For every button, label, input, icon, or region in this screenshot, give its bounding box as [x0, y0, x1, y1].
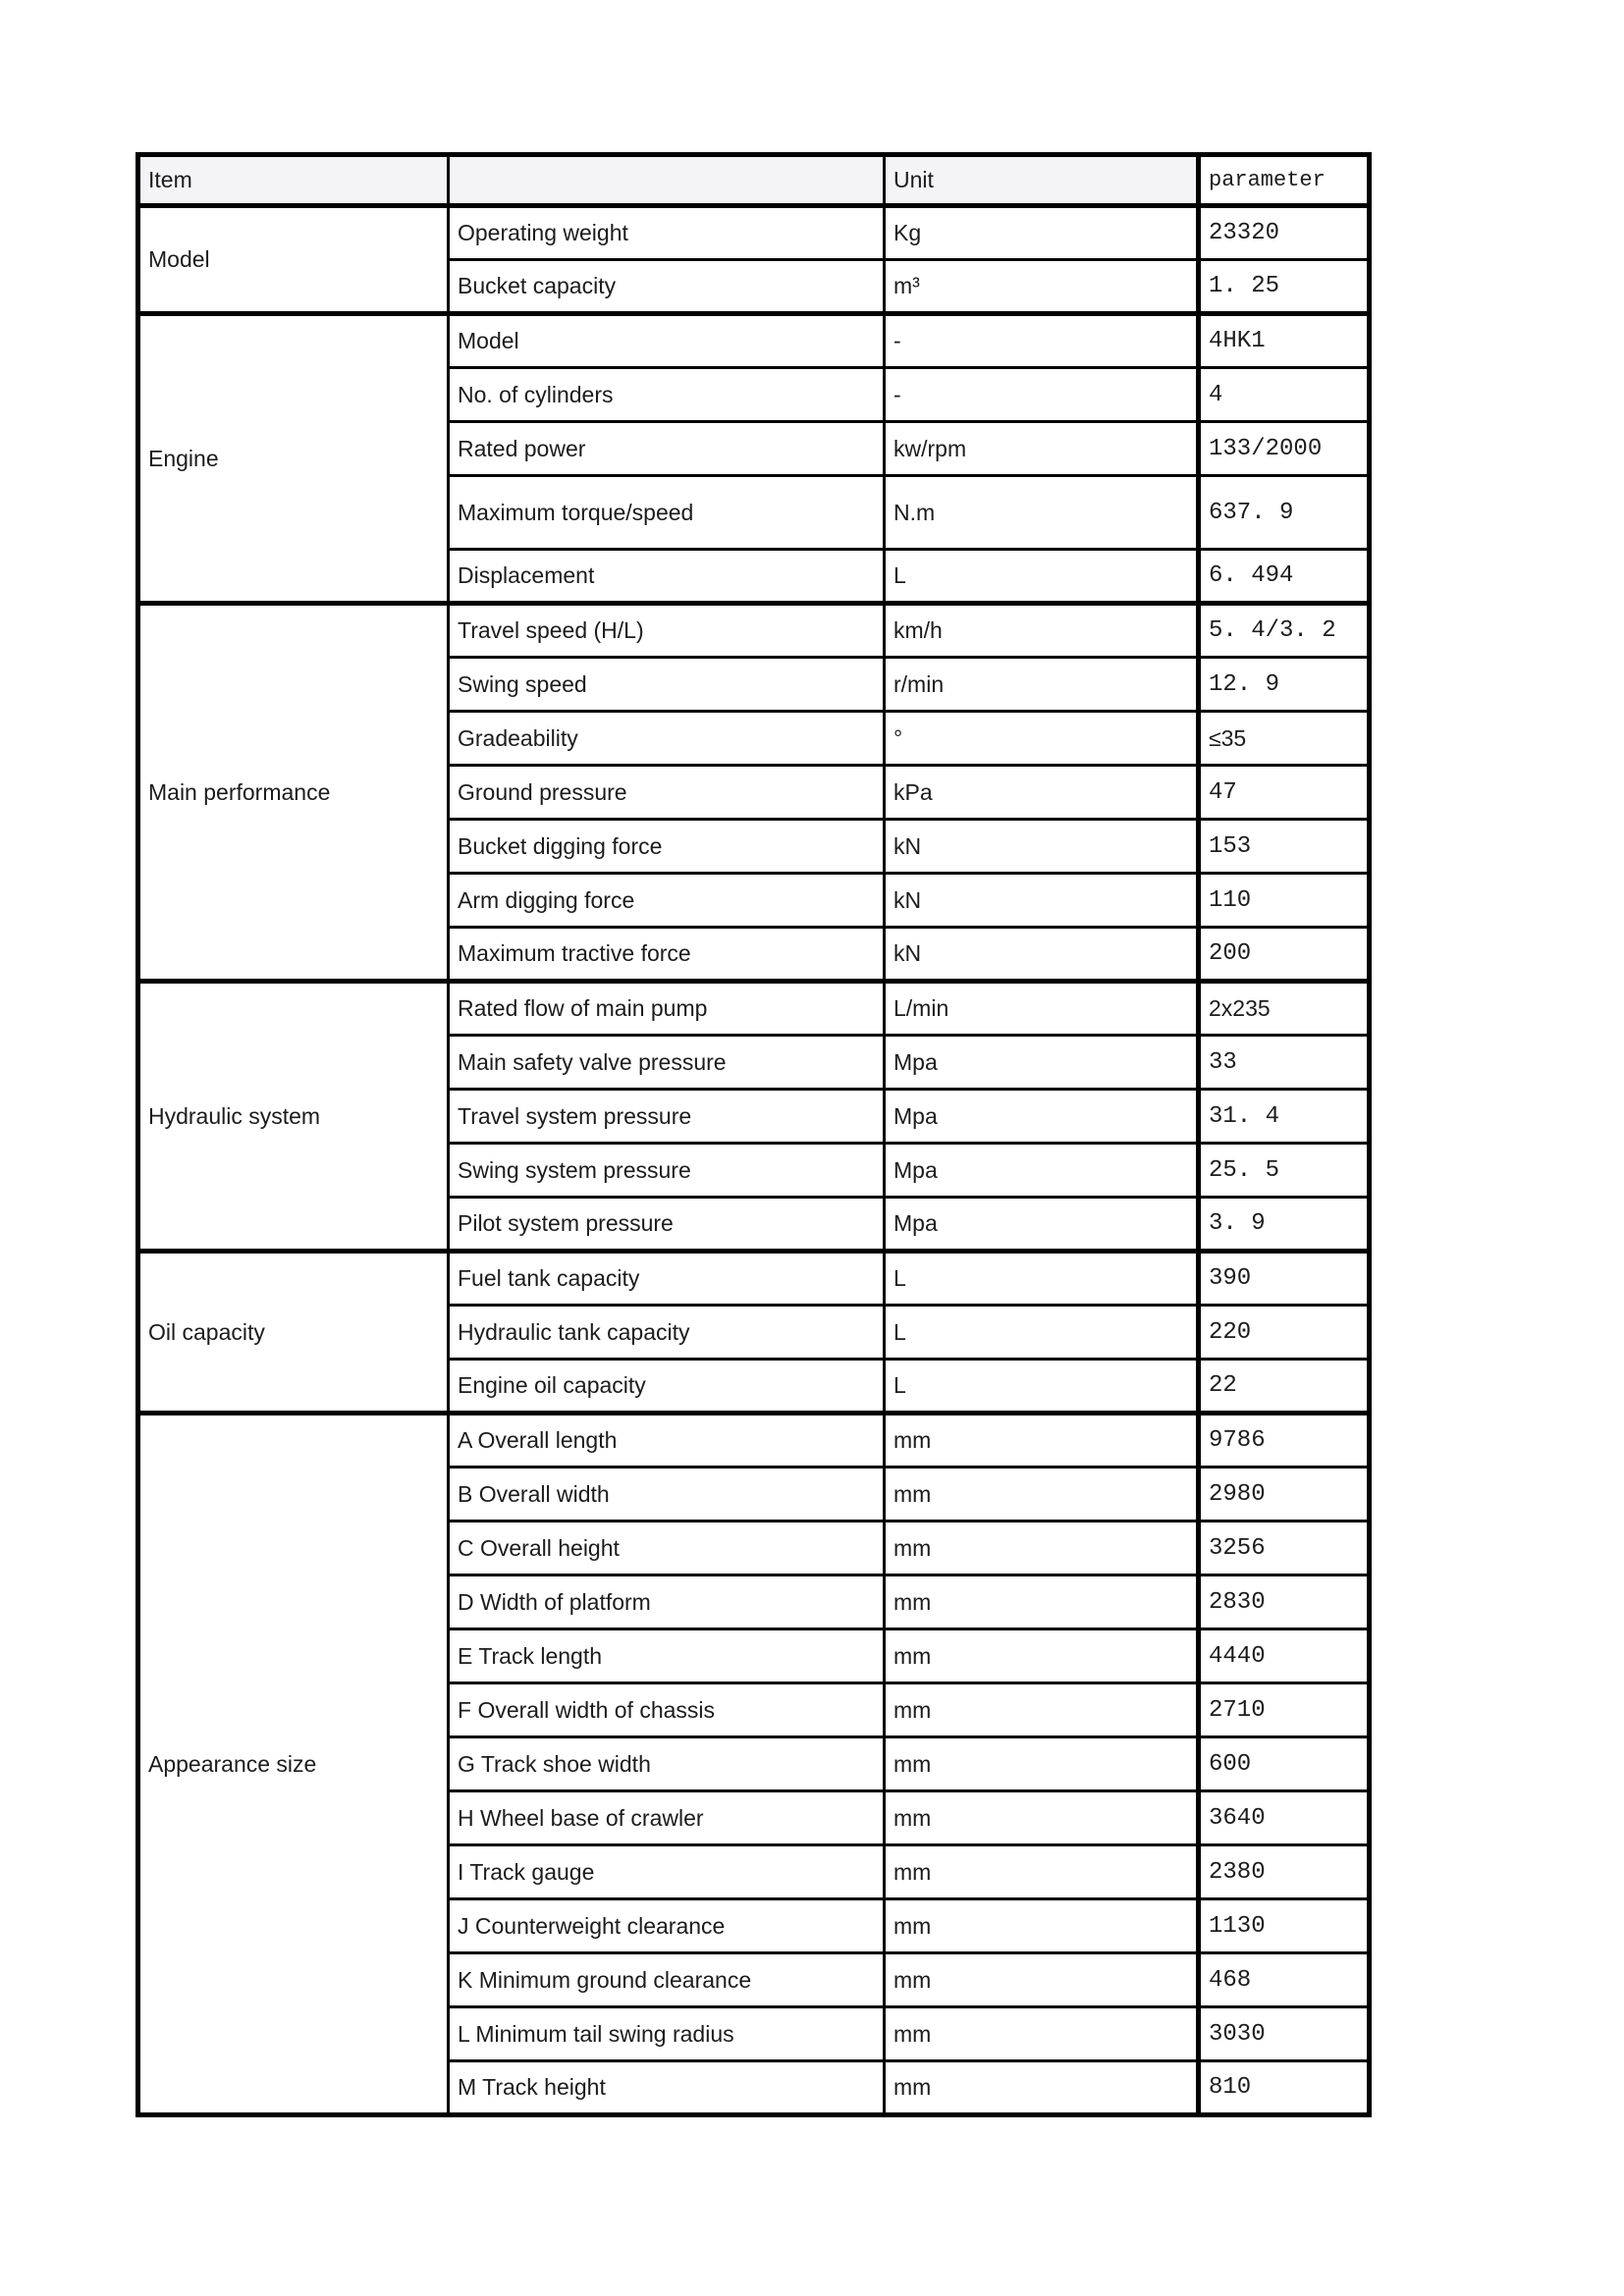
item-label-cell: Displacement	[449, 550, 885, 604]
parameter-value-cell: 2x235	[1199, 982, 1370, 1036]
unit-cell: m³	[885, 260, 1199, 314]
item-label-cell: B Overall width	[449, 1468, 885, 1522]
unit-cell: L	[885, 550, 1199, 604]
parameter-value-cell: 153	[1199, 820, 1370, 874]
item-label-cell: Bucket capacity	[449, 260, 885, 314]
item-label-cell: D Width of platform	[449, 1575, 885, 1629]
parameter-value-cell: 600	[1199, 1737, 1370, 1791]
header-row	[138, 155, 1370, 206]
item-label-cell: G Track shoe width	[449, 1737, 885, 1791]
parameter-value-cell: 3. 9	[1199, 1198, 1370, 1252]
parameter-value-cell: 3640	[1199, 1791, 1370, 1845]
parameter-value-cell: 6. 494	[1199, 550, 1370, 604]
unit-cell: r/min	[885, 658, 1199, 712]
unit-cell: Mpa	[885, 1198, 1199, 1252]
group-cell: Main performance	[138, 604, 449, 982]
item-label-cell: Travel speed (H/L)	[449, 604, 885, 658]
group-cell: Engine	[138, 314, 449, 604]
unit-cell: mm	[885, 2007, 1199, 2061]
parameter-value-cell: 3030	[1199, 2007, 1370, 2061]
unit-cell: L	[885, 1306, 1199, 1360]
unit-cell: mm	[885, 1683, 1199, 1737]
unit-cell: -	[885, 368, 1199, 422]
table-row	[138, 206, 1370, 260]
item-label-cell: Main safety valve pressure	[449, 1036, 885, 1090]
unit-cell: mm	[885, 1845, 1199, 1899]
parameter-value-cell: ≤35	[1199, 712, 1370, 766]
unit-cell: -	[885, 314, 1199, 368]
item-label-cell: Fuel tank capacity	[449, 1252, 885, 1306]
item-label-cell: F Overall width of chassis	[449, 1683, 885, 1737]
item-label-cell: K Minimum ground clearance	[449, 1953, 885, 2007]
parameter-value-cell: 1. 25	[1199, 260, 1370, 314]
parameter-value-cell: 468	[1199, 1953, 1370, 2007]
item-label-cell: Operating weight	[449, 206, 885, 260]
unit-cell: mm	[885, 1414, 1199, 1468]
parameter-value-cell: 25. 5	[1199, 1144, 1370, 1198]
parameter-value-cell: 390	[1199, 1252, 1370, 1306]
item-label-cell: Gradeability	[449, 712, 885, 766]
parameter-value-cell: 810	[1199, 2061, 1370, 2115]
parameter-value-cell: 4440	[1199, 1629, 1370, 1683]
item-label-cell: Ground pressure	[449, 766, 885, 820]
unit-cell: km/h	[885, 604, 1199, 658]
unit-cell: mm	[885, 1791, 1199, 1845]
item-label-cell: C Overall height	[449, 1522, 885, 1575]
item-label-cell: Model	[449, 314, 885, 368]
item-label-cell: Travel system pressure	[449, 1090, 885, 1144]
parameter-value-cell: 4	[1199, 368, 1370, 422]
unit-cell: Mpa	[885, 1144, 1199, 1198]
parameter-value-cell: 33	[1199, 1036, 1370, 1090]
unit-cell: mm	[885, 1522, 1199, 1575]
unit-cell: mm	[885, 1575, 1199, 1629]
item-label-cell: Rated flow of main pump	[449, 982, 885, 1036]
table-row	[138, 604, 1370, 658]
parameter-value-cell: 637. 9	[1199, 476, 1370, 550]
unit-cell: mm	[885, 1899, 1199, 1953]
item-label-cell: Engine oil capacity	[449, 1360, 885, 1414]
item-label-cell: L Minimum tail swing radius	[449, 2007, 885, 2061]
parameter-value-cell: 3256	[1199, 1522, 1370, 1575]
item-label-cell: Maximum tractive force	[449, 928, 885, 982]
parameter-value-cell: 133/2000	[1199, 422, 1370, 476]
parameter-value-cell: 22	[1199, 1360, 1370, 1414]
item-label-cell: Maximum torque/speed	[449, 476, 885, 550]
parameter-value-cell: 110	[1199, 874, 1370, 928]
item-label-cell: A Overall length	[449, 1414, 885, 1468]
unit-cell: L	[885, 1360, 1199, 1414]
group-cell: Model	[138, 206, 449, 314]
item-label-cell: I Track gauge	[449, 1845, 885, 1899]
group-cell: Oil capacity	[138, 1252, 449, 1414]
item-label-cell: Arm digging force	[449, 874, 885, 928]
item-label-cell: J Counterweight clearance	[449, 1899, 885, 1953]
unit-cell: mm	[885, 1737, 1199, 1791]
parameter-value-cell: 31. 4	[1199, 1090, 1370, 1144]
table-row	[138, 1252, 1370, 1306]
parameter-value-cell: 2710	[1199, 1683, 1370, 1737]
item-label-cell: H Wheel base of crawler	[449, 1791, 885, 1845]
unit-cell: mm	[885, 1468, 1199, 1522]
group-cell: Appearance size	[138, 1414, 449, 2115]
table-row	[138, 314, 1370, 368]
header-unit: Unit	[885, 155, 1199, 206]
unit-cell: kw/rpm	[885, 422, 1199, 476]
item-label-cell: M Track height	[449, 2061, 885, 2115]
parameter-value-cell: 2830	[1199, 1575, 1370, 1629]
unit-cell: Mpa	[885, 1090, 1199, 1144]
parameter-value-cell: 23320	[1199, 206, 1370, 260]
unit-cell: °	[885, 712, 1199, 766]
parameter-value-cell: 2980	[1199, 1468, 1370, 1522]
item-label-cell: E Track length	[449, 1629, 885, 1683]
unit-cell: mm	[885, 2061, 1199, 2115]
item-label-cell: Rated power	[449, 422, 885, 476]
table-row	[138, 1414, 1370, 1468]
parameter-value-cell: 47	[1199, 766, 1370, 820]
unit-cell: L	[885, 1252, 1199, 1306]
unit-cell: L/min	[885, 982, 1199, 1036]
item-label-cell: Swing speed	[449, 658, 885, 712]
parameter-value-cell: 5. 4/3. 2	[1199, 604, 1370, 658]
spec-table-body	[138, 206, 1370, 2115]
parameter-value-cell: 220	[1199, 1306, 1370, 1360]
parameter-value-cell: 9786	[1199, 1414, 1370, 1468]
parameter-value-cell: 200	[1199, 928, 1370, 982]
unit-cell: mm	[885, 1953, 1199, 2007]
item-label-cell: Hydraulic tank capacity	[449, 1306, 885, 1360]
unit-cell: Kg	[885, 206, 1199, 260]
unit-cell: kN	[885, 820, 1199, 874]
parameter-value-cell: 4HK1	[1199, 314, 1370, 368]
unit-cell: Mpa	[885, 1036, 1199, 1090]
group-cell: Hydraulic system	[138, 982, 449, 1252]
header-item: Item	[138, 155, 449, 206]
item-label-cell: Bucket digging force	[449, 820, 885, 874]
parameter-value-cell: 12. 9	[1199, 658, 1370, 712]
item-label-cell: Swing system pressure	[449, 1144, 885, 1198]
unit-cell: kPa	[885, 766, 1199, 820]
item-label-cell: No. of cylinders	[449, 368, 885, 422]
unit-cell: kN	[885, 928, 1199, 982]
unit-cell: N.m	[885, 476, 1199, 550]
parameter-value-cell: 1130	[1199, 1899, 1370, 1953]
parameter-value-cell: 2380	[1199, 1845, 1370, 1899]
header-blank	[449, 155, 885, 206]
spec-table	[135, 152, 1372, 2117]
unit-cell: kN	[885, 874, 1199, 928]
unit-cell: mm	[885, 1629, 1199, 1683]
table-row	[138, 982, 1370, 1036]
item-label-cell: Pilot system pressure	[449, 1198, 885, 1252]
header-parameter: parameter	[1199, 155, 1370, 206]
